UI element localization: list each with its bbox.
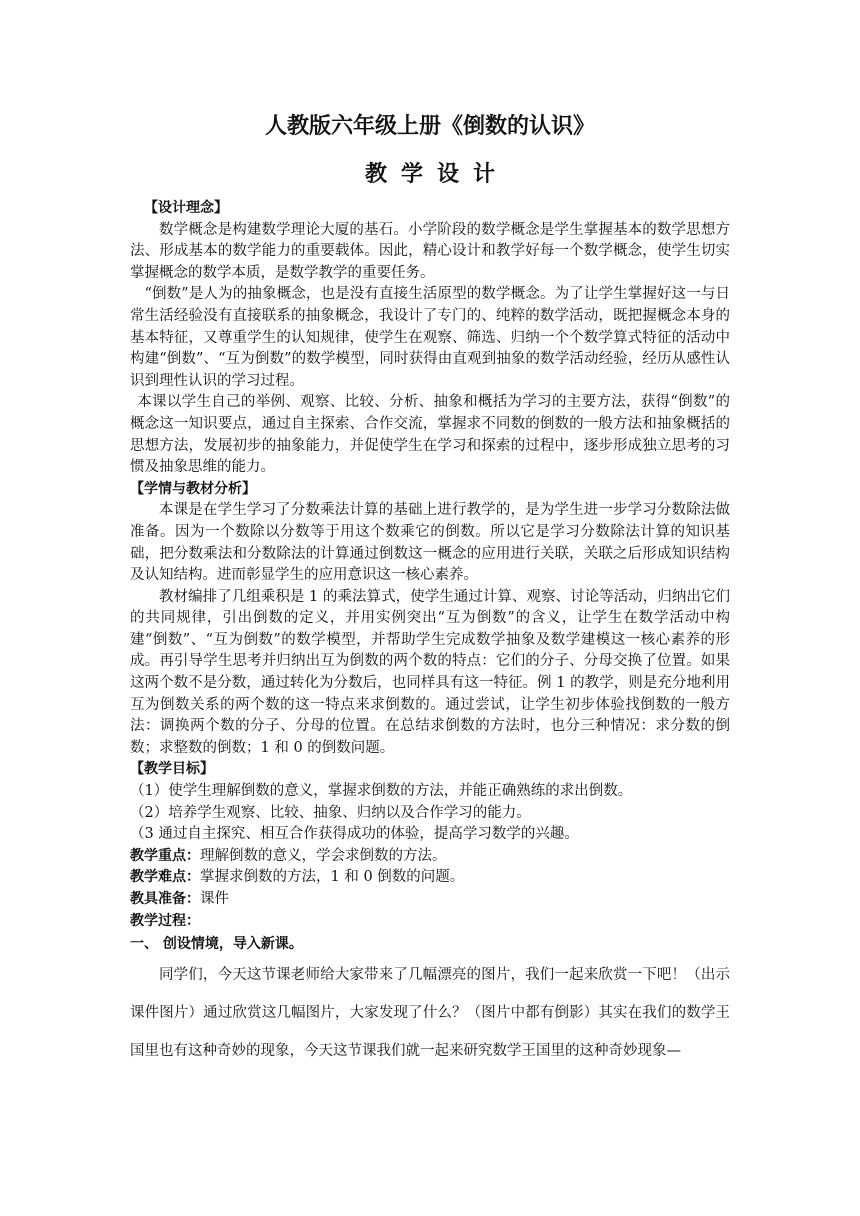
tools-label: 教具准备： [130,891,200,907]
key-point-text: 理解倒数的意义，学会求倒数的方法。 [200,847,447,864]
goal-item: （2）培养学生观察、比较、抽象、归纳以及合作学习的能力。 [130,804,531,821]
section-heading-analysis: 【学情与教材分析】 [130,480,256,497]
difficulty-label: 教学难点： [130,869,200,886]
goal-item: （3 通过自主探究、相互合作获得成功的体验，提高学习数学的兴趣。 [130,826,579,843]
paragraph: 教材编排了几组乘积是 1 的乘法算式，使学生通过计算、观察、讨论等活动，归纳出它们的共同规律，引出倒数的定义，并用实例突出“互为倒数”的含义，让学生在数学活动中构建“倒数”、“互为倒数”的数学模型，并帮助学生完成数学抽象及数学建模这一核心素养的形成。再引导学生思考并归纳出互为倒数的两个数的特点：它们的分子、分母交换了位置。如果这两个数不是分数，通过转化为分数后，也同样具有这一特征。例 1 的教学，则是充分地利用互为倒数关系的两个数的这一特点来求倒数的。通过尝试，让学生初步体验找倒数的一般方法：调换两个数的分子、分母的位置。在总结求倒数的方法时，也分三种情况：求分数的倒数；求整数的倒数；1 和 0 的倒数问题。 [130,588,730,756]
tools-line [130,889,730,911]
difficulty-line [130,867,730,889]
paragraph: 本课是在学生学习了分数乘法计算的基础上进行教学的，是为学生进一步学习分数除法做准备。因为一个数除以分数等于用这个数乘它的倒数。所以它是学习分数除法计算的知识基础，把分数乘法和分数除法的计算通过倒数这一概念的应用进行关联，关联之后形成知识结构及认知结构。进而彰显学生的应用意识这一核心素养。 [130,502,730,584]
step1-heading: 一、 创设情境，导入新课。 [130,936,303,953]
tools-text: 课件 [200,891,229,907]
key-point-line [130,846,730,868]
section-heading-design-concept: 【设计理念】 [144,200,228,216]
section-heading-goals: 【教学目标】 [130,761,214,778]
difficulty-text: 掌握求倒数的方法，1 和 0 倒数的问题。 [200,869,465,886]
process-label: 教学过程： [130,912,200,929]
paragraph: 数学概念是构建数学理论大厦的基石。小学阶段的数学概念是学生掌握基本的数学思想方法、形成基本的数学能力的重要载体。因此，精心设计和教学好每一个数学概念，使学生切实掌握概念的数学本质，是数学教学的重要任务。 [130,221,730,281]
key-point-label: 教学重点： [130,847,200,864]
document-body [130,198,730,1070]
document-subtitle: 教学设计 [364,162,509,187]
paragraph: 同学们，今天这节课老师给大家带来了几幅漂亮的图片，我们一起来欣赏一下吧！（出示课件图片）通过欣赏这几幅图片，大家发现了什么？（图片中都有倒影）其实在我们的数学王国里也有这种奇妙的现象，今天这节课我们就一起来研究数学王国里的这种奇妙现象— [130,966,730,1059]
document-title: 人教版六年级上册《倒数的认识》 [264,114,595,139]
paragraph: “倒数”是人为的抽象概念，也是没有直接生活原型的数学概念。为了让学生掌握好这一与日常生活经验没有直接联系的抽象概念，我设计了专门的、纯粹的数学活动，既把握概念本身的基本特征，又尊重学生的认知规律，使学生在观察、筛选、归纳一个个数学算式特征的活动中构建“倒数”、“互为倒数”的数学模型，同时获得由直观到抽象的数学活动经验，经历从感性认识到理性认识的学习过程。 [130,286,730,389]
paragraph: 本课以学生自己的举例、观察、比较、分析、抽象和概括为学习的主要方法，获得“倒数”的概念这一知识要点，通过自主探索、合作交流，掌握求不同数的倒数的一般方法和抽象概括的思想方法，发展初步的抽象能力，并促使学生在学习和探索的过程中，逐步形成独立思考的习惯及抽象思维的能力。 [130,394,730,476]
goal-item: （1）使学生理解倒数的意义，掌握求倒数的方法，并能正确熟练的求出倒数。 [130,783,633,800]
